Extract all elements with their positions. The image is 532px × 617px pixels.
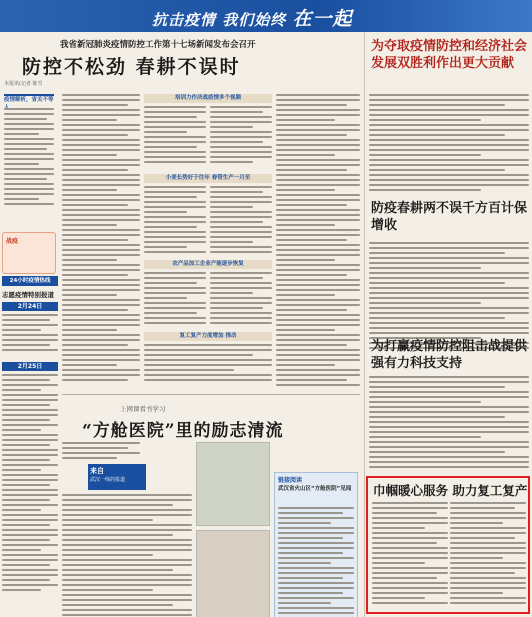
highlighted-col-a: [372, 502, 448, 610]
lead-subtitle[interactable]: 我省新冠肺炎疫情防控工作第十七场新闻发布会召开: [60, 40, 256, 50]
section-2-col-b: [210, 186, 272, 256]
related-link-body: [278, 507, 354, 617]
highlighted-headline[interactable]: 巾帼暖心服务 助力复工复产: [373, 483, 528, 498]
section-3-col-a: [144, 272, 206, 328]
section-2-col-a: [144, 186, 206, 256]
banner-slogan: [152, 4, 353, 31]
right-story-3: [369, 376, 529, 472]
highlighted-col-b: [450, 502, 526, 610]
feature-kicker: 上网课看书学习: [120, 405, 166, 413]
section-head-3: 农产品加工企业产能逐步恢复: [144, 260, 272, 269]
lead-col-4: [276, 94, 360, 388]
lead-byline: 本报讯(记者 陈雪: [4, 81, 43, 87]
section-head-1: 培训力作决战疫情多个视频: [144, 94, 272, 103]
summary-text: 疫情解析，省关不等: [4, 97, 54, 103]
campaign-badge[interactable]: [2, 232, 56, 274]
hotline-title[interactable]: 志愿疫情特别报道: [2, 291, 54, 299]
section-1-col-b: [210, 106, 272, 170]
feature-photo-2[interactable]: [196, 530, 270, 617]
lead-col-1: [62, 94, 140, 384]
section-3-col-b: [210, 272, 272, 328]
feature-photo-1[interactable]: [196, 442, 270, 526]
hotline-list-2: [2, 374, 58, 614]
related-link-title[interactable]: 武汉省火山区“方舱医院”见闻: [278, 486, 352, 492]
section-head-2: 小麦长势好于往年 春管生产一月至: [144, 174, 272, 183]
feature-tag-label: 来自: [90, 467, 104, 475]
feature-tag-sub: 武汉一线的报道: [90, 477, 126, 483]
campaign-badge-label: 战疫: [6, 238, 19, 245]
feature-source-tag[interactable]: [88, 464, 146, 490]
right-story-1: [369, 94, 529, 194]
feature-headline[interactable]: “方舱医院”里的励志清流: [82, 421, 284, 441]
right-headline-3[interactable]: 为打赢疫情防控阻击战提供强有力科技支持: [371, 339, 528, 371]
slogan-part-1: 抗击疫情: [152, 11, 217, 29]
page-banner: [0, 0, 532, 32]
slogan-part-2: 我们始终: [222, 11, 287, 29]
hotline-header: 24小时疫情热线: [2, 276, 58, 286]
date-bar-1: 2月24日: [2, 302, 58, 311]
feature-body: [62, 494, 192, 617]
main-column: [0, 32, 362, 617]
highlighted-article[interactable]: [366, 476, 530, 614]
right-story-2: [369, 242, 529, 352]
right-headline-2[interactable]: 防疫春耕两不误千方百计保增收: [371, 201, 528, 233]
date-bar-2: 2月25日: [2, 362, 58, 371]
slogan-part-3: 在一起: [292, 8, 353, 30]
section-divider: [62, 394, 360, 395]
related-link-head: 链接阅读: [278, 477, 303, 484]
hotline-list-1: [2, 314, 58, 354]
feature-intro: [62, 442, 140, 466]
section-4-body: [144, 344, 272, 388]
right-headline-1[interactable]: 为夺取疫情防控和经济社会发展双胜利作出更大贡献: [371, 39, 528, 71]
section-1-col-a: [144, 106, 206, 170]
related-link-box[interactable]: [274, 472, 358, 617]
lead-headline[interactable]: 防控不松劲 春耕不误时: [22, 56, 241, 78]
section-head-4: 复工复产力度增加 推动: [144, 332, 272, 341]
